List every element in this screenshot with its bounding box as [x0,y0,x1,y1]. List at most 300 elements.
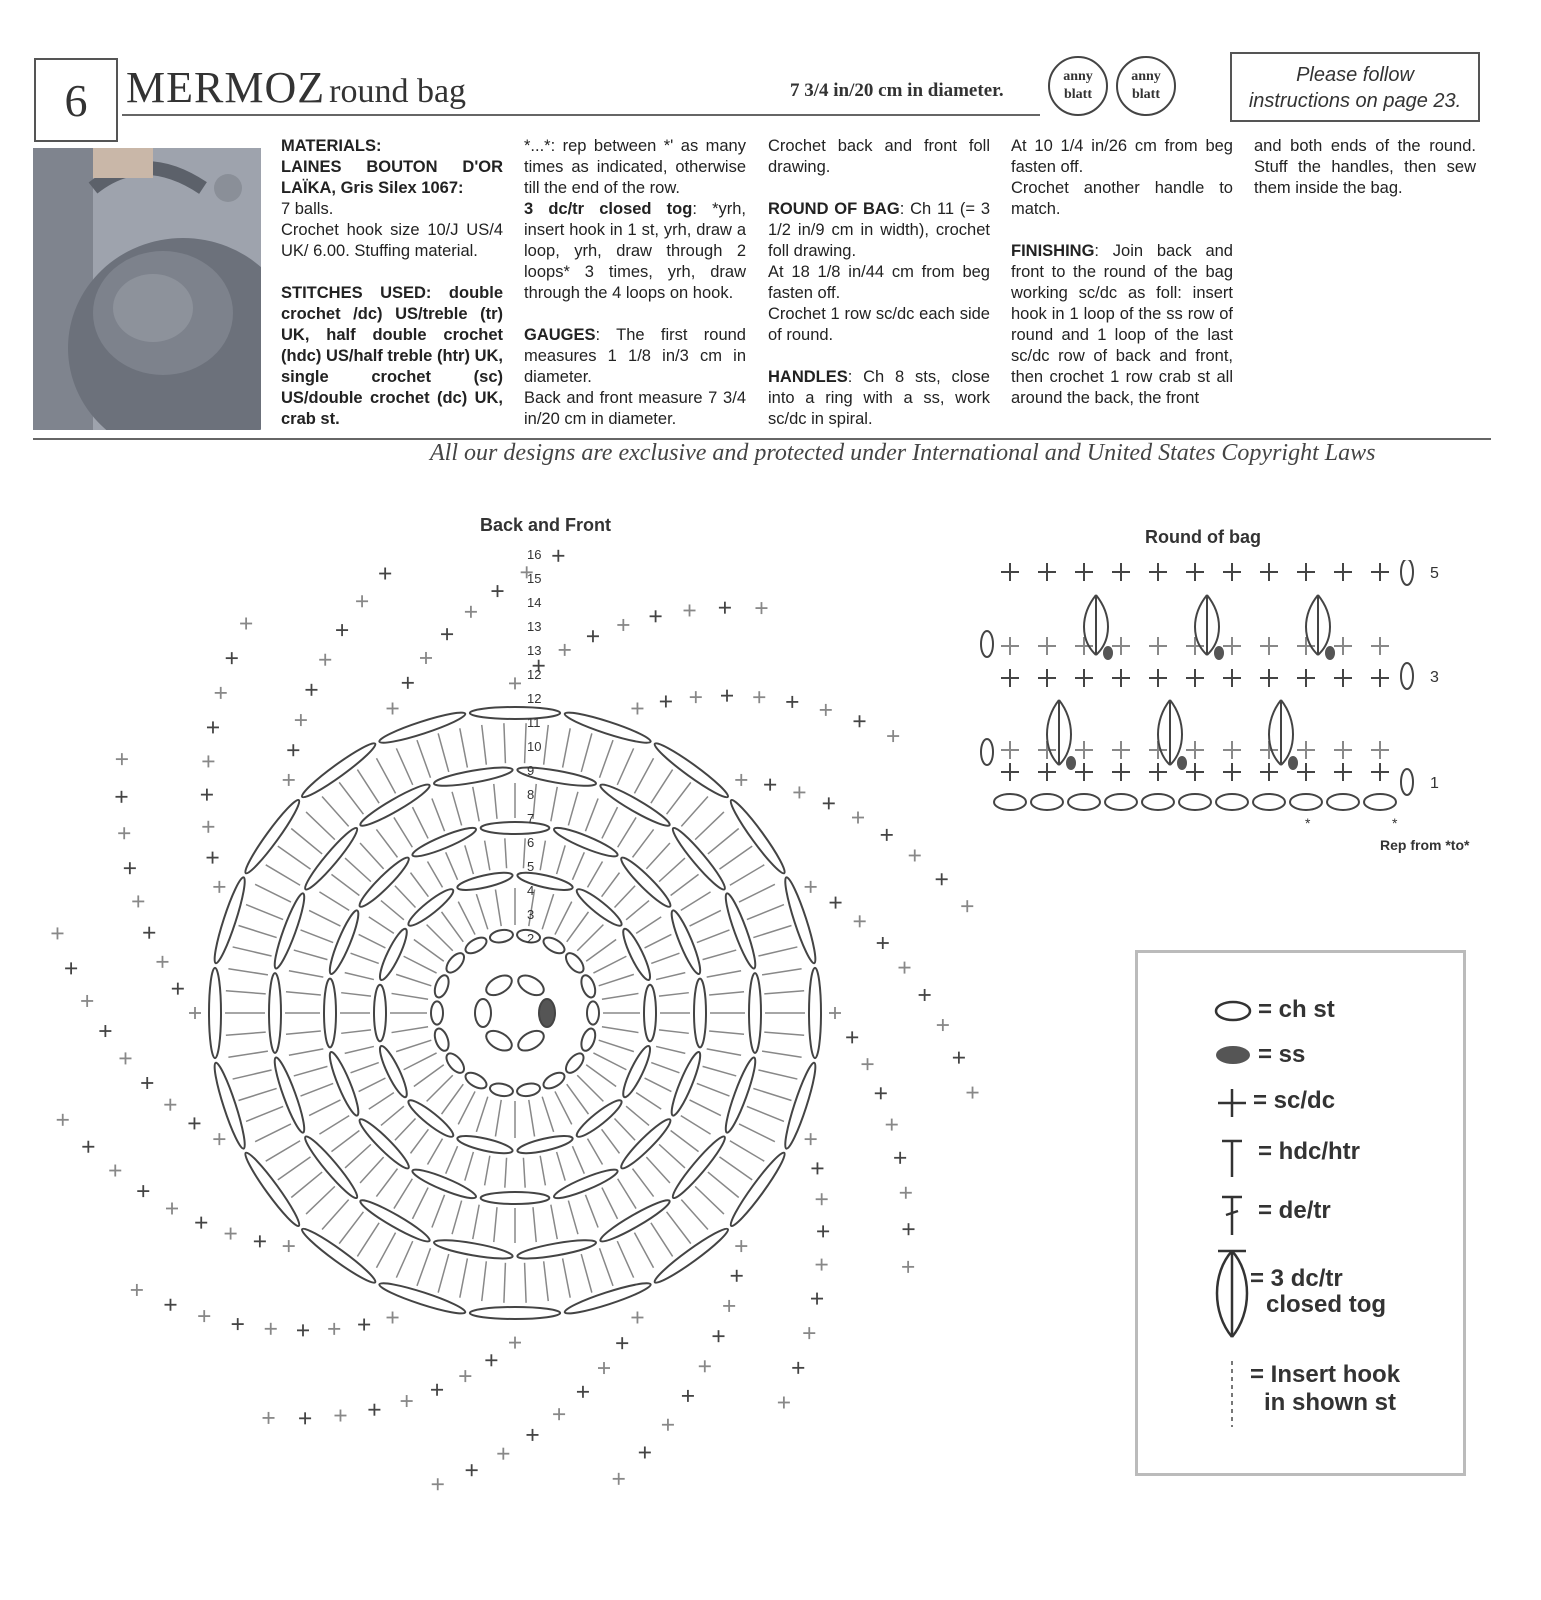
radial-stitch [681,1200,708,1230]
ring-chain-stitch [579,1027,598,1053]
radial-stitch [482,725,487,765]
hook-info: Crochet hook size 10/J US/4 UK/ 6.00. Stuffing material. [281,221,503,260]
sc-cross-stitch [195,1217,207,1229]
radial-stitch [659,1144,685,1168]
radial-stitch [730,865,764,885]
radial-stitch [615,886,636,908]
radial-stitch [392,1027,429,1033]
follow-line-1: Please follow [1296,64,1414,86]
page-title [126,62,466,113]
radial-stitch [634,758,653,793]
base-chain-stitch [1290,794,1322,810]
ring-chain-stitch [563,950,587,976]
radial-stitch [633,829,654,857]
radial-stitch [294,1066,328,1076]
radial-stitch [563,1258,571,1297]
sc-cross-stitch [713,1330,725,1342]
sc-cross-stitch [213,1133,225,1145]
radial-stitch [659,993,689,996]
sc-cross-stitch [887,730,899,742]
ring-chain-stitch [481,1192,550,1204]
radial-stitch [291,1172,322,1197]
radial-stitch [697,1083,730,1096]
sc-cross-stitch [201,789,213,801]
sc-cross-stitch [1038,669,1056,687]
radial-stitch [659,858,685,882]
sc-cross-stitch [854,715,866,727]
radial-stitch [753,926,791,938]
radial-stitch [452,792,462,826]
radial-stitch [656,973,685,980]
follow-instructions-box [1230,52,1480,122]
center-chain-stitch [515,1027,547,1055]
sc-cross-stitch [792,1362,804,1374]
sc-cross-stitch [778,1396,790,1408]
base-chain-stitch [994,794,1026,810]
radial-stitch [626,1106,649,1125]
sc-cross-stitch [617,619,629,631]
radial-stitch [476,1097,487,1132]
sc-cross-stitch [1371,669,1389,687]
radial-stitch [555,1091,572,1124]
sc-cross-stitch [328,1323,340,1335]
sc-cross-stitch [1038,563,1056,581]
radial-stitch [376,1233,395,1268]
radial-stitch [369,1093,394,1109]
round-paragraph [768,199,990,262]
sc-cross-stitch [124,862,136,874]
sc-cross-stitch [527,1429,539,1441]
radial-stitch [427,925,453,951]
ring-chain-stitch [470,1307,560,1319]
sc-cross-stitch [1001,763,1019,781]
sc-cross-stitch [115,791,127,803]
sc-cross-stitch [961,900,973,912]
sc-cross-stitch [903,1223,915,1235]
radial-stitch [730,1141,764,1161]
sc-cross-stitch [225,1228,237,1240]
sc-cross-stitch [894,1152,906,1164]
row-number: 12 [527,667,542,682]
sc-cross-stitch [1371,563,1389,581]
ring-chain-stitch [516,1237,597,1263]
radial-stitch [446,1146,458,1174]
radial-stitch [410,873,428,897]
radial-stitch [465,1152,474,1181]
sc-cross-stitch [877,937,889,949]
radial-stitch [309,910,340,926]
sc-cross-stitch [287,744,299,756]
sc-cross-stitch [65,962,77,974]
radial-stitch [255,1124,291,1142]
sc-cross-stitch [465,606,477,618]
sc-cross-stitch [816,1259,828,1271]
radial-stitch [555,902,572,935]
radial-stitch [331,874,359,895]
sc-cross-stitch [846,1031,858,1043]
gauges-paragraph [524,325,746,388]
copyright-notice: All our designs are exclusive and protected under International and United States Copyright Laws [430,440,1376,466]
radial-stitch [357,1223,379,1257]
sc-cross-stitch [431,1384,443,1396]
rep-star-1: * [1305,815,1311,831]
radial-stitch [394,1179,412,1209]
column-finishing [1011,136,1233,409]
gauges-body-2: Back and front measure 7 3/4 in/20 cm in diameter. [524,389,746,428]
radial-stitch [708,1172,739,1197]
sc-cross-stitch [552,550,564,562]
radial-stitch [341,1030,371,1033]
sc-cross-stitch [1186,669,1204,687]
radial-stitch [651,770,673,804]
sc-cross-stitch [1001,637,1019,655]
round-body-2: At 18 1/8 in/44 cm from beg fasten off. [768,263,990,302]
radial-stitch [633,1169,654,1197]
sc-cross-stitch [723,1300,735,1312]
radial-stitch [708,828,739,853]
radial-stitch [428,861,443,887]
sc-cross-stitch [553,1408,565,1420]
legend-ss: = ss [1258,1041,1306,1068]
radial-stitch [581,733,592,772]
sc-cross-stitch [213,881,225,893]
ring-chain-stitch [587,1001,599,1024]
tog-right [1318,595,1330,655]
ring-chain-stitch [433,1237,514,1263]
column-materials [281,136,503,430]
row-number: 12 [527,691,542,706]
sc-cross-stitch [491,585,503,597]
sc-cross-stitch [875,1087,887,1099]
sc-cross-stitch [1075,637,1093,655]
radial-stitch [568,1201,578,1235]
ring-chain-stitch [269,973,281,1053]
radial-stitch [636,917,661,933]
brand-logo-2 [1116,56,1176,116]
sc-cross-stitch [240,618,252,630]
sc-cross-stitch [805,1133,817,1145]
ring-chain-stitch [726,797,789,877]
center-chain-stitch [539,999,555,1027]
radial-stitch [719,846,752,869]
sc-cross-stitch [319,654,331,666]
radial-stitch [646,843,670,869]
sc-cross-stitch [1223,563,1241,581]
sc-cross-stitch [1334,763,1352,781]
ring-chain-stitch [324,979,336,1048]
sc-cross-stitch [81,995,93,1007]
radial-stitch [345,1046,374,1053]
sc-cross-stitch [1112,669,1130,687]
radial-stitch [306,1186,335,1214]
sc-cross-stitch [881,829,893,841]
sc-cross-stitch [900,1187,912,1199]
sc-cross-stitch [283,774,295,786]
sc-cross-stitch [587,630,599,642]
sc-cross-stitch [886,1119,898,1131]
ring-chain-stitch [563,1279,653,1318]
sc-cross-stitch [283,1240,295,1252]
sc-cross-stitch [919,989,931,1001]
sc-cross-stitch [811,1293,823,1305]
radial-stitch [376,758,395,793]
closed-tog-cluster [1047,700,1076,770]
sc-cross-stitch [662,1419,674,1431]
sc-cross-stitch [786,696,798,708]
ring-chain-stitch [443,1050,467,1076]
radial-stitch [557,845,566,874]
radial-stitch [651,953,679,963]
radial-stitch [577,1075,603,1101]
sc-cross-stitch [823,797,835,809]
radial-stitch [659,1030,689,1033]
radial-stitch [396,748,412,785]
radial-stitch [695,1186,724,1214]
sc-cross-stitch [82,1141,94,1153]
radial-stitch [567,1084,589,1114]
ring-chain-stitch [694,979,706,1048]
radial-stitch [719,1157,752,1180]
ring-chain-stitch [356,1115,413,1172]
ring-chain-stitch [516,869,574,893]
ring-chain-stitch [563,708,653,747]
radial-stitch [381,901,404,920]
radial-stitch [681,892,711,910]
sc-cross-stitch [805,881,817,893]
sc-cross-stitch [202,755,214,767]
sc-cross-stitch [336,624,348,636]
radial-stitch [577,925,603,951]
ring-chain-stitch [433,764,514,790]
ring-chain-stitch [617,1115,674,1172]
sc-cross-stitch [402,677,414,689]
sc-cross-stitch [1149,669,1167,687]
round-body: : Ch 11 (= 3 1/2 in/9 cm in width), crochet foll drawing. [768,200,991,260]
center-chain-stitch [483,971,515,999]
radial-stitch [707,1049,741,1055]
sc-cross-stitch [1075,741,1093,759]
sc-cross-stitch [1371,741,1389,759]
radial-stitch [395,886,416,908]
legend-tog-2: closed tog [1266,1291,1387,1318]
sc-cross-stitch [735,1240,747,1252]
sc-cross-stitch [1334,637,1352,655]
column-stitches [524,136,746,430]
closed-tog-cluster [1269,700,1298,770]
sc-cross-stitch [1371,763,1389,781]
radial-stitch [309,1100,340,1116]
radial-stitch [651,1063,679,1073]
sc-cross-stitch [937,1019,949,1031]
stitches-used: STITCHES USED: double crochet /dc) US/treble (tr) UK, half double crochet (hdc) US/half treble (htr) UK, single crochet (sc) US/double crochet (dc) UK, crab st. [281,284,503,428]
radial-stitch [396,1241,412,1278]
round-body-3: Crochet 1 row sc/dc each side of round. [768,305,990,344]
radial-stitch [360,1157,384,1183]
ring-chain-stitch [651,1224,731,1287]
radial-stitch [695,812,724,840]
sc-cross-stitch [116,753,128,765]
sc-cross-stitch [1186,563,1204,581]
radial-stitch [602,1129,620,1153]
turning-chain [981,631,993,657]
ring-chain-stitch [376,926,411,982]
radial-stitch [417,1248,431,1286]
half-double-icon [1222,1141,1242,1177]
radial-stitch [505,1158,507,1188]
radial-stitch [473,1205,479,1239]
radial-stitch [645,1078,672,1091]
radial-stitch [485,1156,490,1186]
gauges-heading: GAUGES [524,326,596,344]
tog-left [1269,700,1281,765]
radial-stitch [602,1188,618,1219]
radial-stitch [494,1207,497,1242]
radial-stitch [306,812,335,840]
radial-stitch [615,1118,636,1140]
sc-cross-stitch [164,1099,176,1111]
ring-chain-stitch [301,824,361,893]
legend-insert-1: = Insert hook [1250,1361,1401,1388]
radial-stitch [667,782,691,814]
radial-stitch [226,991,266,994]
ring-chain-stitch [432,973,451,999]
radial-stitch [427,1075,453,1101]
radial-stitch [476,894,487,929]
radial-stitch [544,725,549,765]
radial-stitch [392,993,429,999]
sc-cross-stitch [466,1464,478,1476]
sc-cross-stitch [295,714,307,726]
closed-tog-cluster [1195,595,1224,660]
tog-right [1170,700,1182,765]
sc-cross-stitch [509,1337,521,1349]
base-chain-stitch [1179,794,1211,810]
sc-cross-stitch [299,1412,311,1424]
ring-chain-stitch [210,1061,249,1151]
ring-chain-stitch [541,934,567,956]
radial-stitch [412,807,428,838]
sc-cross-stitch [829,1007,841,1019]
radial-stitch [697,930,730,943]
gauges-body: : The first round measures 1 1/8 in/3 cm in diameter. [524,326,746,386]
radial-stitch [703,1066,737,1076]
radial-stitch [432,1195,445,1228]
sc-cross-stitch [820,704,832,716]
row-number: 7 [527,811,535,826]
base-chain-stitch [1142,794,1174,810]
radial-stitch [228,1051,268,1057]
radial-stitch [529,1100,535,1137]
rep-note: Rep from *to* [1380,837,1470,853]
row-number: 13 [527,643,542,658]
ring-chain-stitch [619,1043,654,1099]
sc-cross-stitch [616,1337,628,1349]
radial-stitch [572,1146,584,1174]
row-number: 2 [527,931,535,946]
sc-cross-stitch [387,702,399,714]
radial-stitch [651,1223,673,1257]
radial-stitch [602,993,639,999]
sc-cross-stitch [1297,669,1315,687]
radial-stitch [602,1027,639,1033]
sc-cross-stitch [156,956,168,968]
radial-stitch [739,1124,775,1142]
legend-ch: = ch st [1258,996,1335,1023]
sc-cross-stitch [639,1446,651,1458]
yarn-info: LAINES BOUTON D'OR LAÏKA, Gris Silex 1067: [281,158,503,197]
sc-cross-stitch [721,690,733,702]
ring-chain-stitch [443,950,467,976]
sc-cross-stitch [265,1323,277,1335]
radial-stitch [291,828,322,853]
radial-stitch [667,1212,691,1244]
sc-cross-stitch [577,1386,589,1398]
ring-chain-stitch [299,739,379,802]
sc-cross-stitch [852,812,864,824]
radial-stitch [739,884,775,902]
tog-paragraph [524,199,746,304]
radial-stitch [359,1078,386,1091]
radial-stitch [600,1248,614,1286]
sc-cross-stitch [401,1395,413,1407]
tog-ss [1103,646,1113,660]
base-chain-stitch [1105,794,1137,810]
sc-cross-stitch [631,702,643,714]
sc-cross-stitch [1260,763,1278,781]
radial-stitch [645,934,672,947]
sc-cross-stitch [735,774,747,786]
base-chain-stitch [1216,794,1248,810]
radial-stitch [581,1254,592,1293]
ring-chain-stitch [809,968,821,1058]
sc-cross-stitch [909,849,921,861]
radial-stitch [602,873,620,897]
ring-chain-stitch [356,854,413,911]
sc-cross-stitch [793,786,805,798]
radial-stitch [246,1106,283,1121]
sc-cross-stitch [141,1077,153,1089]
closed-tog-cluster [1306,595,1335,660]
radial-stitch [460,1258,468,1297]
radial-stitch [442,912,464,942]
legend-hdc: = hdc/htr [1258,1138,1361,1165]
turning-chain [1401,663,1413,689]
sc-cross-stitch [682,1390,694,1402]
sc-cross-stitch [1297,637,1315,655]
sc-cross-stitch [305,684,317,696]
radial-stitch [762,1051,802,1057]
radial-stitch [266,1141,300,1161]
sc-cross-stitch [830,897,842,909]
sc-cross-stitch [164,1299,176,1311]
sc-cross-stitch [131,1284,143,1296]
radial-stitch [345,973,374,980]
sc-cross-stitch [189,1007,201,1019]
turning-chain [1401,560,1413,585]
radial-stitch [636,1093,661,1109]
handles-cont-2: Crochet another handle to match. [1011,179,1233,218]
tog-ss [1325,646,1335,660]
sc-cross-stitch [51,927,63,939]
radial-stitch [557,1152,566,1181]
sc-cross-stitch [485,1354,497,1366]
radial-stitch [239,1088,277,1100]
sc-cross-stitch [172,983,184,995]
base-chain-stitch [1031,794,1063,810]
sc-cross-stitch [598,1362,610,1374]
radial-stitch [505,838,507,868]
handles-paragraph [768,367,990,430]
